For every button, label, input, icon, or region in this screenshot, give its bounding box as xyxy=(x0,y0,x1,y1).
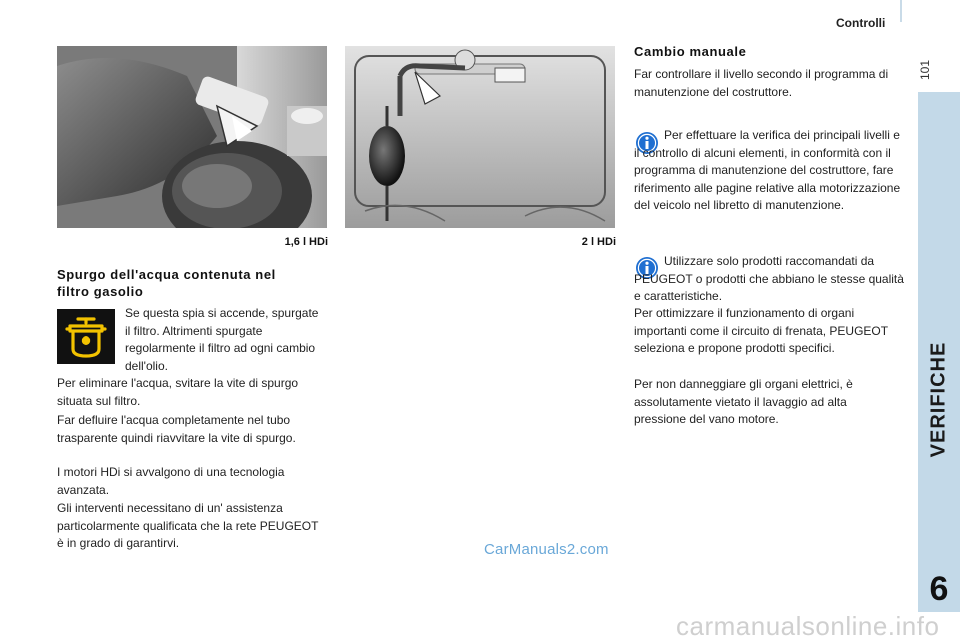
gearbox-note-1 xyxy=(634,127,906,215)
drain-paragraph-1: Per eliminare l'acqua, svitare la vite di spurgo situata sul filtro. xyxy=(57,376,299,408)
engine-illustration-left xyxy=(57,46,327,228)
engine-photo-1-6-hdi xyxy=(57,46,327,228)
header-divider xyxy=(900,0,902,22)
gearbox-paragraph-1: Per ottimizzare il funzionamento di organi importanti come il circuito di frenata, PEUGEOT seleziona e propone prodotti specifici. xyxy=(634,306,888,355)
chapter-number: 6 xyxy=(929,569,949,608)
drain-paragraph-4: Gli interventi necessitano di un' assistenza particolarmente qualificata che la rete PEUGEOT è in grado di garantirvi. xyxy=(57,501,319,550)
drain-intro-text: Se questa spia si accende, spurgate il filtro. Altrimenti spurgate regolarmente il filtro ad ogni cambio dell'olio. xyxy=(125,306,319,373)
chapter-label: VERIFICHE xyxy=(927,341,950,457)
diesel-water-filter-warning-icon xyxy=(57,309,115,364)
drain-section-title: Spurgo dell'acqua contenuta nel filtro gasolio xyxy=(57,267,276,299)
chapter-label-wrap xyxy=(918,92,960,566)
chapter-number-box xyxy=(918,566,960,612)
gearbox-paragraph-2: Per non danneggiare gli organi elettrici, è assolutamente vietato il lavaggio ad alta pressione del vano motore. xyxy=(634,377,853,426)
right-photo-caption: 2 l HDi xyxy=(581,236,616,248)
drain-paragraph-3: I motori HDi si avvalgono di una tecnologia avanzata. xyxy=(57,465,285,497)
section-title: Controlli xyxy=(836,16,886,30)
gearbox-note-2-text: Utilizzare solo prodotti raccomandati da PEUGEOT o prodotti che abbiano le stesse qualità e caratteristiche. xyxy=(634,254,904,303)
left-photo-caption: 1,6 l HDi xyxy=(284,236,328,248)
watermark-carmanuals2: CarManuals2.com xyxy=(484,541,609,558)
watermark-carmanualsonline: carmanualsonline.info xyxy=(676,611,940,641)
gearbox-note-2 xyxy=(634,253,906,306)
gearbox-section-title: Cambio manuale xyxy=(634,44,747,59)
engine-photo-2-hdi xyxy=(345,46,615,228)
page-number: 101 xyxy=(918,59,932,80)
gearbox-intro-text: Far controllare il livello secondo il programma di manutenzione del costruttore. xyxy=(634,67,889,99)
gearbox-note-1-text: Per effettuare la verifica dei principali livelli e il controllo di alcuni elementi, in conformità con il programma di manutenzione del costruttore, fare riferimento alle pagine relative alla motorizzazione del veicolo nel libretto di manutenzione. xyxy=(634,128,901,212)
engine-illustration-right xyxy=(345,46,615,228)
drain-paragraph-2: Far defluire l'acqua completamente nel tubo trasparente quindi riavvitare la vite di spurgo. xyxy=(57,413,296,445)
